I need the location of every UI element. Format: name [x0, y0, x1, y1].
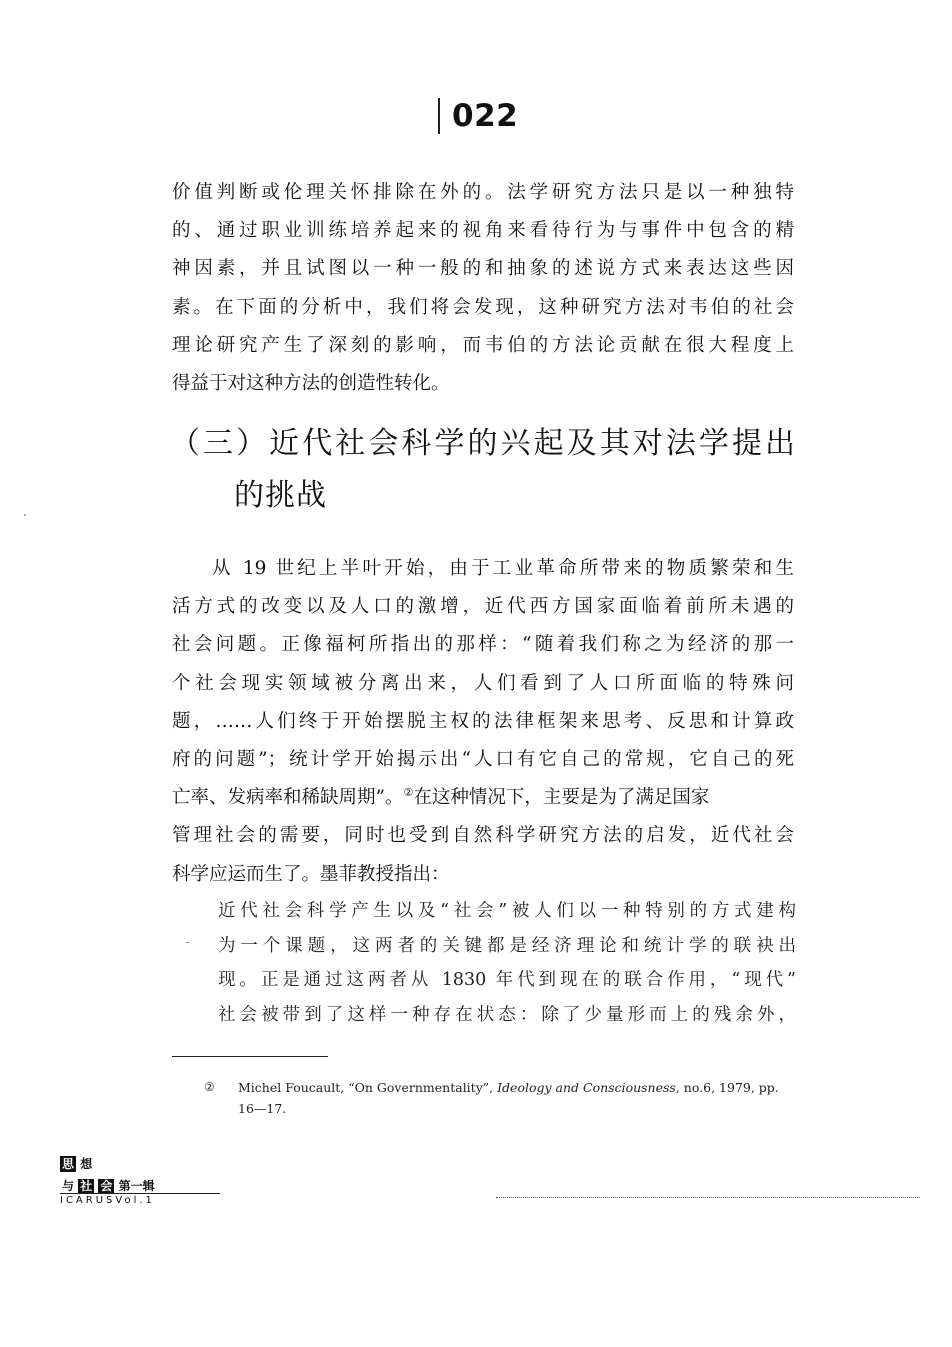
footnote-pages: 16—17.	[238, 1101, 287, 1116]
logo-char: 社	[80, 1179, 93, 1193]
logo-volume: 第一辑	[118, 1179, 155, 1193]
paragraph-line: 题，……人们终于开始摆脱主权的法律框架来思考、反思和计算政	[172, 710, 794, 732]
footnote	[204, 1077, 796, 1119]
paragraph-line: 社会问题。正像福柯所指出的那样：“随着我们称之为经济的那一	[172, 634, 794, 656]
paragraph-line: 府的问题”；统计学开始揭示出“人口有它自己的常规，它自己的死	[172, 748, 794, 770]
quote-line: 为一个课题，这两者的关键都是经济理论和统计学的联袂出	[218, 935, 796, 956]
paragraph-line: 素。在下面的分析中，我们将会发现，这种研究方法对韦伯的社会	[172, 296, 794, 318]
section-heading	[170, 418, 796, 522]
footnote-journal: Ideology and Consciousness	[497, 1080, 676, 1095]
logo-divider	[60, 1193, 220, 1194]
footnote-details: , no.6, 1979, pp.	[675, 1080, 779, 1095]
page-number: 022	[452, 98, 519, 134]
footer-dotted-rule	[496, 1197, 920, 1198]
paragraph-2	[172, 550, 794, 894]
block-quote	[218, 894, 796, 1032]
quote-line: 近代社会科学产生以及“社会”被人们以一种特别的方式建构	[218, 901, 796, 921]
paragraph-line: 神因素，并且试图以一种一般的和抽象的述说方式来表达这些因	[172, 258, 794, 280]
paragraph-line: 个社会现实领域被分离出来，人们看到了人口所面临的特殊问	[172, 672, 794, 694]
logo-icarus-text: ICARUSVol.1	[60, 1195, 155, 1206]
page-number-block	[438, 96, 518, 134]
paragraph-line: 价值判断或伦理关怀排除在外的。法学研究方法只是以一种独特	[172, 182, 794, 203]
series-logo	[60, 1155, 230, 1217]
footnote-marker: ②	[204, 1080, 215, 1094]
paragraph-line: 的、通过职业训练培养起来的视角来看待行为与事件中包含的精	[172, 220, 794, 242]
paragraph-line: 科学应运而生了。墨菲教授指出：	[172, 863, 450, 885]
logo-row-1	[60, 1155, 92, 1172]
paragraph-line: 活方式的改变以及人口的激增，近代西方国家面临着前所未遇的	[172, 596, 794, 618]
footnote-line	[238, 1077, 796, 1098]
paragraph-line-text: 在这种情况下，主要是为了满足国家	[413, 787, 710, 809]
page-number-divider	[438, 98, 440, 134]
paragraph-line: 理论研究产生了深刻的影响，而韦伯的方法论贡献在很大程度上	[172, 334, 794, 356]
section-heading-line-2: 的挑战	[234, 478, 327, 513]
scan-mark	[24, 514, 26, 516]
logo-char: 想	[80, 1157, 93, 1171]
paragraph-line: 管理社会的需要，同时也受到自然科学研究方法的启发，近代社会	[172, 825, 794, 847]
logo-row-2	[62, 1177, 155, 1194]
footnote-divider	[172, 1056, 328, 1057]
footnote-reference[interactable]: ②	[403, 785, 414, 799]
logo-char: 与	[62, 1179, 75, 1193]
scan-mark	[186, 942, 189, 943]
paragraph-1	[172, 174, 794, 403]
paragraph-line-text: 亡率、发病率和稀缺周期”。	[172, 787, 404, 809]
paragraph-line: 从 19 世纪上半叶开始，由于工业革命所带来的物质繁荣和生	[212, 558, 794, 579]
footnote-author: Michel Foucault, “On Governmentality”,	[238, 1080, 498, 1095]
paragraph-line: 得益于对这种方法的创造性转化。	[172, 372, 450, 394]
quote-line: 社会被带到了这样一种存在状态：除了少量形而上的残余外，	[218, 1004, 796, 1025]
quote-line: 现。正是通过这两者从 1830 年代到现在的联合作用，“现代”	[218, 970, 796, 990]
logo-char: 思	[62, 1157, 75, 1171]
footnote-text	[204, 1077, 796, 1119]
section-heading-line-1: （三）近代社会科学的兴起及其对法学提出	[170, 426, 796, 461]
paragraph-line-with-footnote-ref	[172, 779, 794, 817]
logo-char: 会	[100, 1179, 113, 1193]
